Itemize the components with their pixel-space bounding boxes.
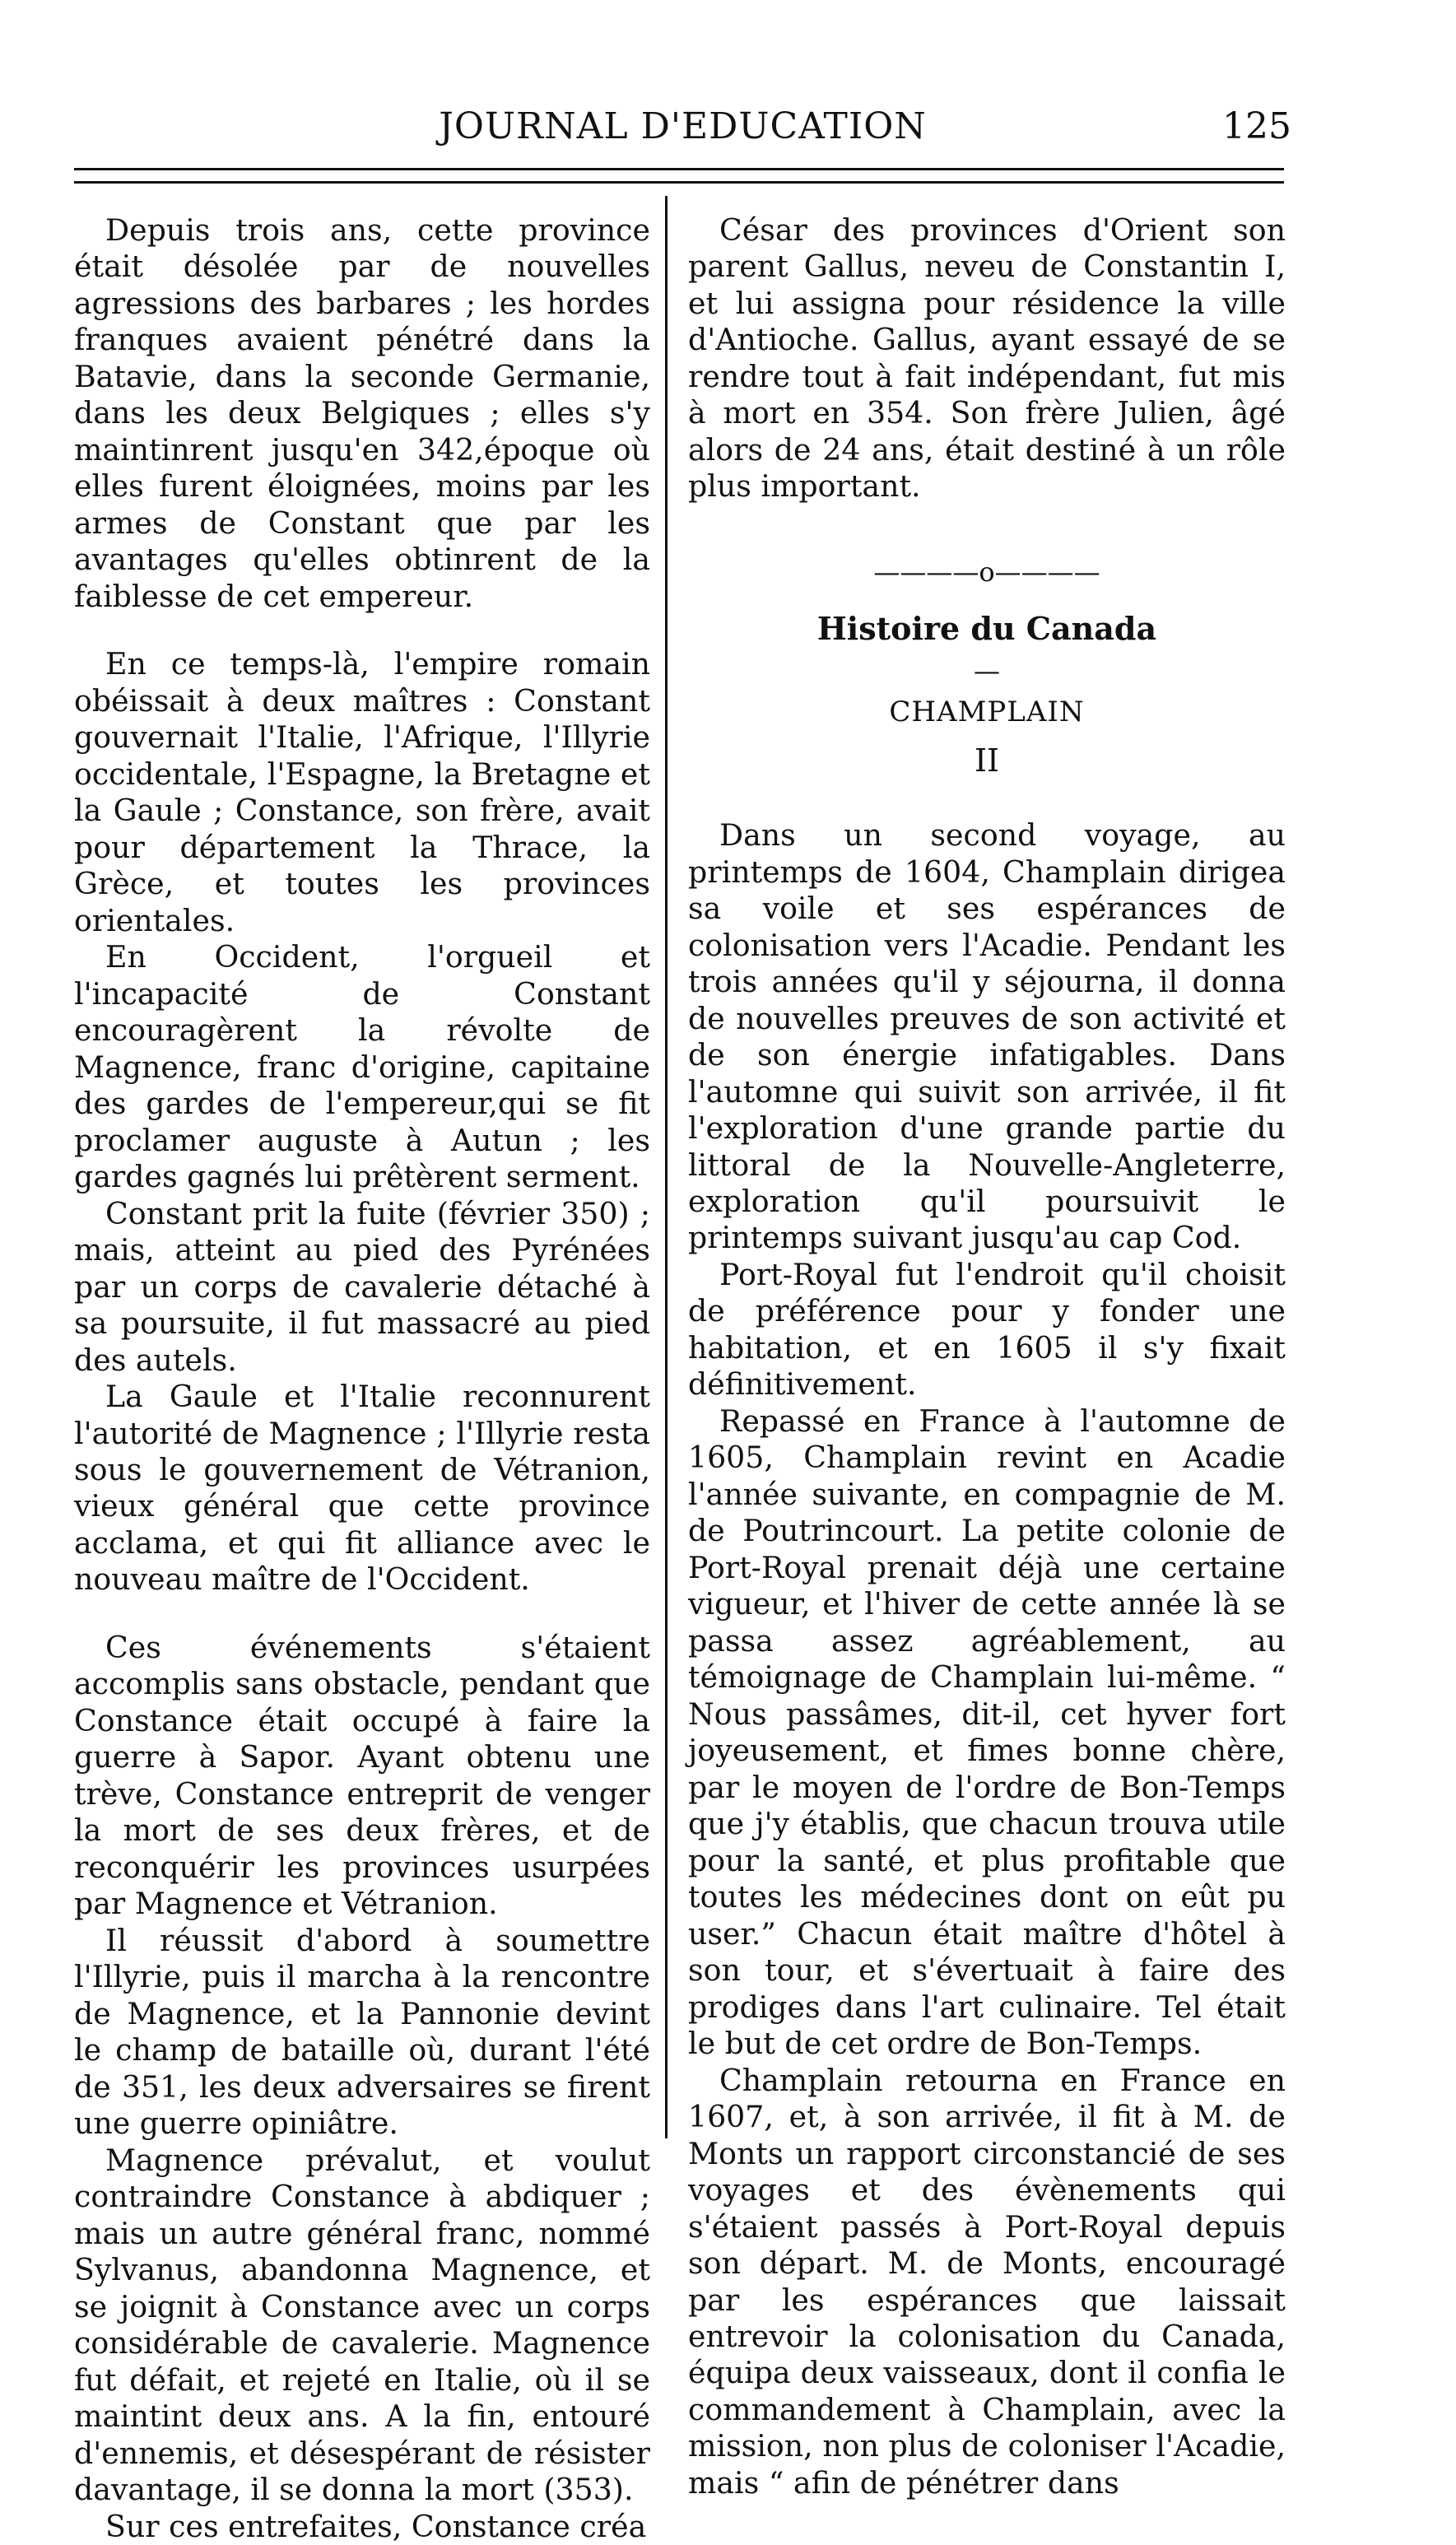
section-title: Histoire du Canada xyxy=(816,610,1157,648)
section-subtitle: CHAMPLAIN xyxy=(889,695,1085,728)
title-dash: — xyxy=(974,654,1000,686)
right-column xyxy=(688,212,1286,2501)
column-divider xyxy=(665,196,668,2138)
paragraph: César des provinces d'Orient son parent Gallus, neveu de Constantin I, et lui assigna pour résidence la ville d'Antioche. Gallus, ayant essayé de se rendre tout à fait indépendant, fut mis à mort en 354. Son frère Julien, âgé alors de 24 ans, était destiné à un rôle plus important. xyxy=(688,212,1286,505)
header-rule-top xyxy=(74,168,1284,170)
paragraph: Ces événements s'étaient accomplis sans obstacle, pendant que Constance était occupé à faire la guerre à Sapor. Ayant obtenu une trève, Constance entreprit de venger la mort de ses deux frères, et de reconquérir les provinces usurpées par Magnence et Vétranion. xyxy=(74,1629,650,1922)
paragraph: Port-Royal fut l'endroit qu'il choisit de préférence pour y fonder une habitation, et en 1605 il s'y fixait définitivement. xyxy=(688,1256,1286,1403)
header-rule-bottom xyxy=(74,181,1284,184)
paragraph: Dans un second voyage, au printemps de 1604, Champlain dirigea sa voile et ses espérances de colonisation vers l'Acadie. Pendant les trois années qu'il y séjourna, il donna de nouvelles preuves de son activité et de son énergie infatigables. Dans l'automne qui suivit son arrivée, il fit l'exploration d'une grande partie du littoral de la Nouvelle-Angleterre, exploration qu'il poursuivit le printemps suivant jusqu'au cap Cod. xyxy=(688,817,1286,1256)
page-number: 125 xyxy=(1222,105,1291,147)
left-column xyxy=(74,212,650,2545)
section-separator: ————o———— xyxy=(873,556,1100,588)
paragraph: La Gaule et l'Italie reconnurent l'autorité de Magnence ; l'Illyrie resta sous le gouvernement de Vétranion, vieux général que cette province acclama, et qui fit alliance avec le nouveau maître de l'Occident. xyxy=(74,1379,650,1598)
paragraph: Magnence prévalut, et voulut contraindre Constance à abdiquer ; mais un autre général franc, nommé Sylvanus, abandonna Magnence, et se joignit à Constance avec un corps considérable de cavalerie. Magnence fut défait, et rejeté en Italie, où il se maintint deux ans. A la fin, entouré d'ennemis, et désespérant de résister davantage, il se donna la mort (353). xyxy=(74,2142,650,2508)
paragraph: Repassé en France à l'automne de 1605, Champlain revint en Acadie l'année suivante, en compagnie de M. de Poutrincourt. La petite colonie de Port-Royal prenait déjà une certaine vigueur, et l'hiver de cette année là se passa assez agréablement, au témoignage de Champlain lui-même. “ Nous passâmes, dit-il, cet hyver fort joyeusement, et fimes bonne chère, par le moyen de l'ordre de Bon-Temps que j'y établis, que chacun trouva utile pour la santé, et plus profitable que toutes les médecines dont on eût pu user.” Chacun était maître d'hôtel à son tour, et s'évertuait à faire des prodiges dans l'art culinaire. Tel était le but de cet ordre de Bon-Temps. xyxy=(688,1403,1286,2062)
paragraph: Constant prit la fuite (février 350) ; mais, atteint au pied des Pyrénées par un corps de cavalerie détaché à sa poursuite, il fut massacré au pied des autels. xyxy=(74,1195,650,1378)
paragraph: En Occident, l'orgueil et l'incapacité de Constant encouragèrent la révolte de Magnence, franc d'origine, capitaine des gardes de l'empereur,qui se fit proclamer auguste à Autun ; les gardes gagnés lui prêtèrent serment. xyxy=(74,939,650,1195)
paragraph: Sur ces entrefaites, Constance créa xyxy=(105,2508,647,2544)
page-header xyxy=(74,99,1291,156)
paragraph: Champlain retourna en France en 1607, et, à son arrivée, il fit à M. de Monts un rapport circonstancié de ses voyages et des évènements qui s'étaient passés à Port-Royal depuis son départ. M. de Monts, encouragé par les espérances que laissait entrevoir la colonisation du Canada, équipa deux vaisseaux, dont il confia le commandement à Champlain, avec la mission, non plus de coloniser l'Acadie, mais “ afin de pénétrer dans xyxy=(688,2062,1286,2501)
paragraph: Depuis trois ans, cette province était désolée par de nouvelles agressions des barbares ; les hordes franques avaient pénétré dans la Batavie, dans la seconde Germanie, dans les deux Belgiques ; elles s'y maintinrent jusqu'en 342,époque où elles furent éloignées, moins par les armes de Constant que par les avantages qu'elles obtinrent de la faiblesse de cet empereur. xyxy=(74,212,650,614)
part-number: II xyxy=(974,742,1000,779)
paragraph: Il réussit d'abord à soumettre l'Illyrie, puis il marcha à la rencontre de Magnence, et la Pannonie devint le champ de bataille où, durant l'été de 351, les deux adversaires se firent une guerre opiniâtre. xyxy=(74,1922,650,2142)
paragraph: En ce temps-là, l'empire romain obéissait à deux maîtres : Constant gouvernait l'Italie, l'Afrique, l'Illyrie occidentale, l'Espagne, la Bretagne et la Gaule ; Constance, son frère, avait pour département la Thrace, la Grèce, et toutes les provinces orientales. xyxy=(74,646,650,938)
running-title: JOURNAL D'EDUCATION xyxy=(439,105,927,147)
